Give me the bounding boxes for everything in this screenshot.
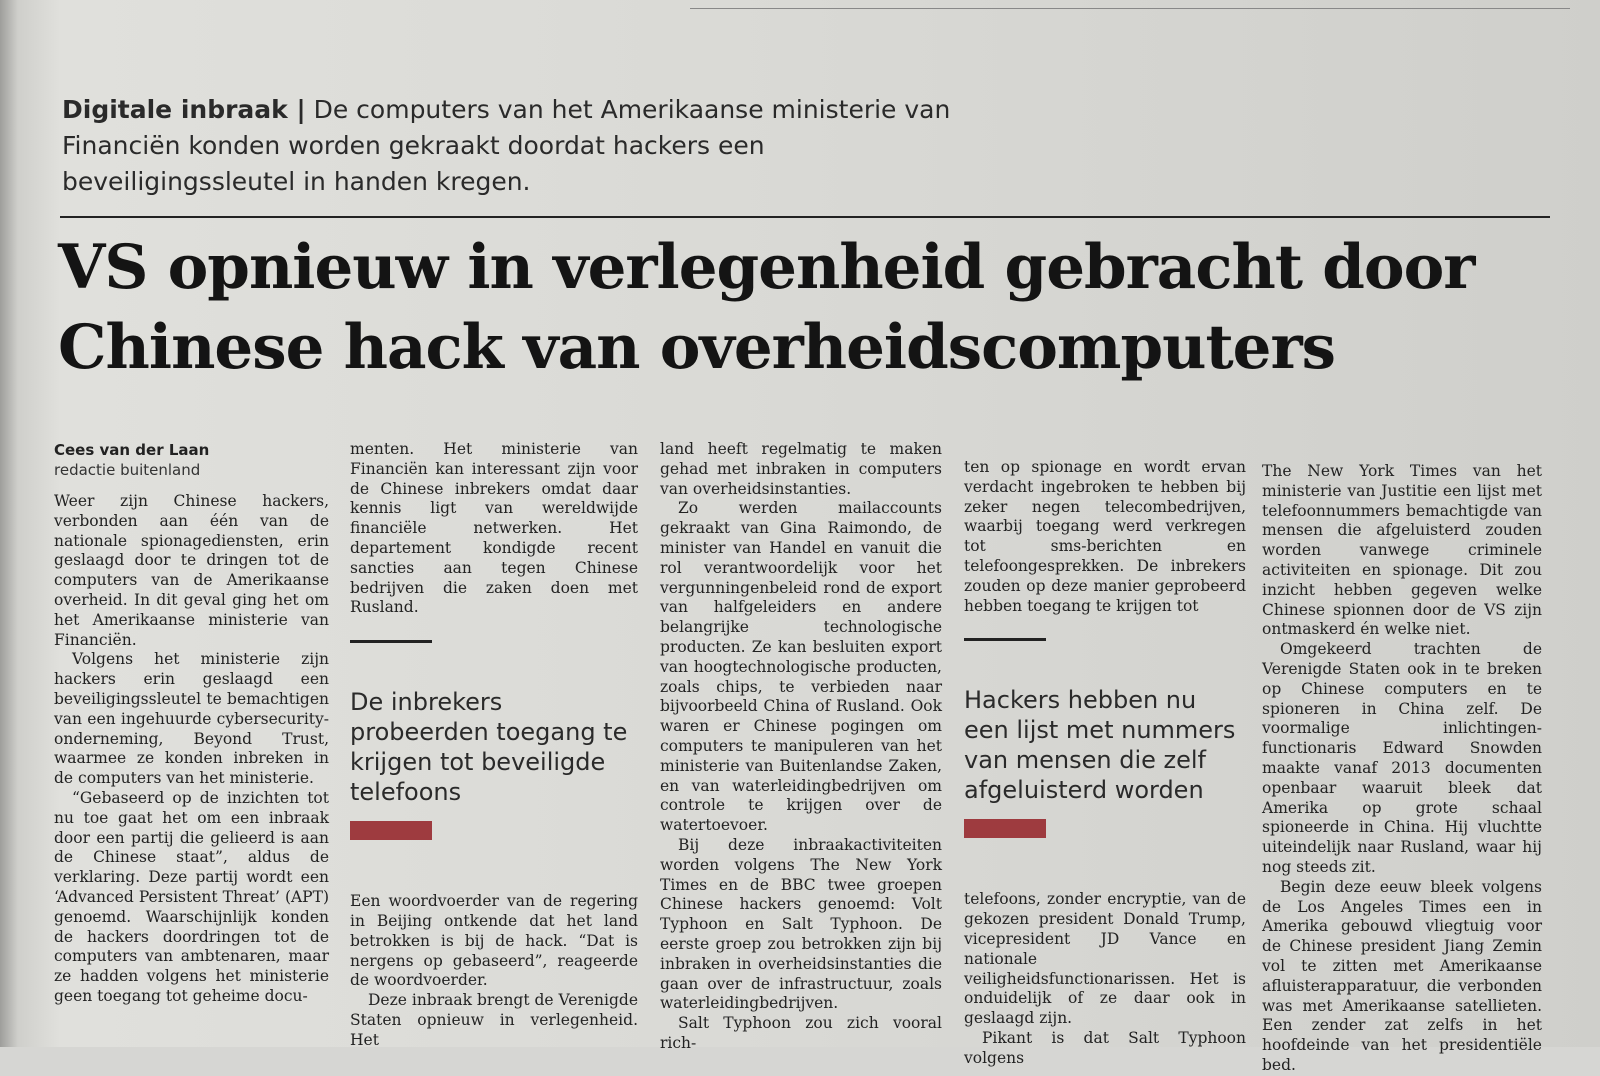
paragraph: telefoons, zonder encryptie, van de gekozen president Donald Trump, vicepresident JD Vance en nationale veiligheidsfunctionarissen. Het is onduidelijk of ze daar ook in geslaagd zijn. — [964, 890, 1246, 1028]
paragraph: ten op spionage en wordt ervan verdacht ingebroken te hebben bij zeker negen telecombedrijven, waarbij toegang werd verkregen tot sms-berichten en telefoongesprekken. De inbrekers zouden op deze manier geprobeerd hebben toegang te krijgen tot — [964, 458, 1246, 615]
kicker-text: De computers van het Amerikaanse ministerie van Financiën konden worden gekraakt doordat hackers een beveiligingssleutel in handen kregen. — [62, 95, 951, 196]
paragraph: Zo werden mailaccounts gekraakt van Gina Raimondo, de minister van Handel en vanuit die rol verantwoordelijk voor het vergunningenbeleid rond de export van halfgeleiders en andere belangrijke technologische producten. Ze kan besluiten export van hoogtechnologische producten, zoals chips, te verbieden naar bijvoorbeeld China of Rusland. Ook waren er Chinese pogingen om computers te manipuleren van het ministerie van Buitenlandse Zaken, en van waterleidingbedrijven om controle te krijgen over de watertoevoer. — [660, 499, 942, 835]
byline-author: Cees van der Laan — [54, 441, 210, 459]
quote-rule — [964, 638, 1046, 641]
paragraph: “Gebaseerd op de inzichten tot nu toe gaat het om een inbraak door een partij die gelieerd is aan de Chinese staat”, aldus de verklaring. Deze partij wordt een ‘Advanced Persistent Threat’ (APT) genoemd. Waarschijnlijk konden de hackers doordringen tot de computers van ambtenaren, maar ze hadden volgens het ministerie geen toegang tot geheime docu- — [54, 788, 329, 1005]
pull-quote-accent-bar — [964, 819, 1046, 838]
paragraph: menten. Het ministerie van Financiën kan interessant zijn voor de Chinese inbrekers omdat daar kennis ligt van wereldwijde financiële netwerken. Het departement kondigde recent sancties aan tegen Chinese bedrijven die zaken doen met Rusland. — [350, 440, 638, 617]
byline — [54, 440, 329, 480]
pull-quote: Hackers hebben nu een lijst met nummers van mensen die zelf afgeluisterd worden — [964, 686, 1236, 805]
paragraph: The New York Times van het ministerie van Justitie een lijst met telefoonnummers bemachtigde van mensen die afgeluisterd zouden worden vanwege criminele activiteiten en spionage. Dit zou inzicht hebben gegeven welke Chinese spionnen door de VS zijn ontmaskerd én welke niet. — [1262, 462, 1542, 639]
article-column-5 — [1262, 462, 1542, 1076]
paragraph: Omgekeerd trachten de Verenigde Staten ook in te breken op Chinese computers en te spioneren in China zelf. De voormalige inlichtingen-functionaris Edward Snowden maakte vanaf 2013 documenten openbaar waaruit bleek dat Amerika op grote schaal spioneerde in China. Hij vluchtte uiteindelijk naar Rusland, waar hij nog steeds zit. — [1262, 640, 1542, 876]
paragraph: Deze inbraak brengt de Verenigde Staten opnieuw in verlegenheid. Het — [350, 991, 639, 1049]
kicker — [62, 92, 962, 200]
quote-rule — [350, 640, 432, 643]
article-column-2 — [350, 440, 638, 1051]
paragraph: land heeft regelmatig te maken gehad met inbraken in computers van overheidsinstanties. — [660, 440, 942, 498]
paragraph: Bij deze inbraakactiviteiten worden volgens The New York Times en de BBC twee groepen Chinese hackers genoemd: Volt Typhoon en Salt Typhoon. De eerste groep zou betrokken zijn bij inbraken in overheidsinstanties die gaan over de infrastructuur, zoals waterleidingbedrijven. — [660, 835, 942, 1013]
paragraph: Een woordvoerder van de regering in Beijing ontkende dat het land betrokken is bij de hack. “Dat is nergens op gebaseerd”, reageerde de woordvoerder. — [350, 892, 638, 990]
paragraph: Pikant is dat Salt Typhoon volgens — [964, 1028, 1246, 1067]
article-headline: VS opnieuw in verlegenheid gebracht door Chinese hack van overheidscomputers — [58, 232, 1475, 383]
paragraph: Begin deze eeuw bleek volgens de Los Angeles Times een in Amerika gebouwd vliegtuig voor de Chinese president Jiang Zemin vol te zitten met Amerikaanse afluisterapparatuur, die verbonden was met Amerikaanse satellieten. Een zender zat zelfs in het hoofdeinde van het presidentiële bed. — [1262, 877, 1542, 1074]
article-column-1 — [54, 440, 329, 1007]
byline-desk: redactie buitenland — [54, 461, 201, 479]
paragraph: Weer zijn Chinese hackers, verbonden aan één van de nationale spionagediensten, erin geslaagd door te dringen tot de computers van de Amerikaanse overheid. In dit geval ging het om het Amerikaanse ministerie van Financiën. — [54, 492, 329, 649]
headline-rule — [60, 216, 1550, 218]
paragraph: Volgens het ministerie zijn hackers erin geslaagd een beveiligingssleutel te bemachtigen van een ingehuurde cybersecurity-onderneming, Beyond Trust, waarmee ze konden inbreken in de computers van het ministerie. — [54, 650, 329, 788]
kicker-label: Digitale inbraak | — [62, 95, 306, 124]
pull-quote-accent-bar — [350, 821, 432, 840]
paragraph: Salt Typhoon zou zich vooral rich- — [660, 1014, 942, 1052]
pull-quote: De inbrekers probeerden toegang te krijgen tot beveiligde telefoons — [350, 688, 628, 807]
article-column-3 — [660, 440, 942, 1054]
top-divider — [690, 8, 1570, 9]
article-column-4 — [964, 458, 1246, 1069]
